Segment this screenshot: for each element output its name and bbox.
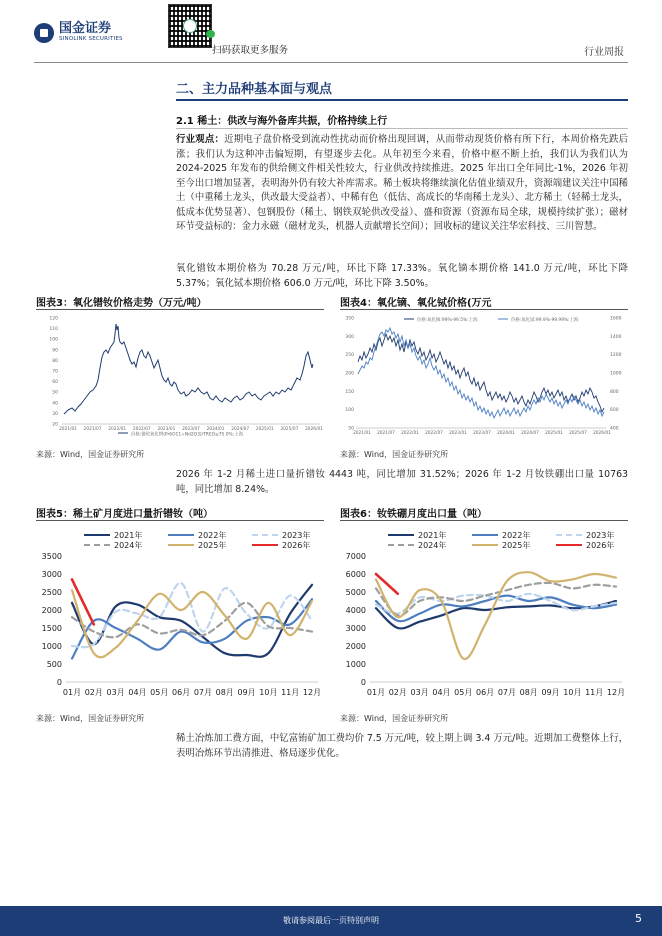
- figure5-x-tick: 05月: [150, 688, 169, 697]
- figure6-x-tick: 03月: [410, 688, 429, 697]
- figure3-y-tick: 50: [52, 390, 58, 396]
- figure4-y-axis-right: [610, 316, 622, 432]
- figure5-y-tick: 2000: [41, 606, 62, 615]
- figure3-price-line: [64, 324, 313, 414]
- figure4-title-rule: [340, 309, 628, 310]
- figure3-source: 来源：Wind，国金证券研究所: [36, 450, 145, 459]
- figure6-series-2025年: [376, 572, 616, 659]
- figure3-y-tick: 120: [49, 316, 58, 322]
- figure6-x-tick: 07月: [497, 688, 517, 697]
- figure3-x-tick: 2022/07: [132, 427, 151, 432]
- page-number: 5: [635, 912, 642, 925]
- figure3-chart: [36, 312, 326, 440]
- figure6-legend-label: 2023年: [586, 531, 615, 540]
- figure4-x-tick: 2025/01: [545, 431, 563, 436]
- figure3-y-tick: 30: [52, 411, 58, 417]
- figure5-y-tick: 3500: [41, 552, 62, 561]
- figure4-y-left-tick: 300: [345, 334, 354, 340]
- figure6-x-tick: 05月: [454, 688, 473, 697]
- figure4-x-tick: 2021/01: [353, 431, 371, 436]
- figure3-x-tick: 2023/07: [182, 427, 200, 432]
- figure6-title-rule: [340, 520, 628, 521]
- figure4-y-right-tick: 600: [610, 408, 619, 414]
- figure6-series-2021年: [376, 601, 616, 628]
- figure4-title: 图表4：氧化镝、氧化铽价格(万元: [340, 298, 492, 309]
- price-paragraph: 氧化镨钕本期价格为 70.28 万元/吨，环比下降 17.33%。氧化镝本期价格 141.0 万元/吨，环比下降 5.37%；氧化铽本期价格 606.0 万元/吨，环比下降 3.50%。: [176, 263, 628, 289]
- figure3-title-rule: [36, 309, 324, 310]
- industry-view-paragraph: [176, 133, 628, 235]
- figure5-x-tick: 04月: [128, 688, 147, 697]
- figure4-x-tick: 2026/01: [593, 431, 611, 436]
- figure4-y-right-tick: 800: [610, 389, 619, 395]
- figure5-x-tick: 12月: [302, 688, 322, 697]
- qr-code-icon[interactable]: [168, 4, 212, 48]
- figure3-x-tick: 2025/01: [255, 427, 274, 432]
- figure4-y-right-tick: 1000: [610, 371, 622, 377]
- figure4-y-left-tick: 100: [345, 408, 354, 414]
- figure4-y-right-tick: 400: [610, 426, 619, 432]
- figure4-y-right-tick: 1400: [610, 334, 622, 340]
- figure5-legend-label: 2025年: [198, 541, 227, 550]
- figure5-y-tick: 1000: [41, 642, 62, 651]
- figure3-x-tick: 2025/07: [280, 427, 299, 432]
- figure6-x-tick: 06月: [475, 688, 495, 697]
- figure3-y-tick: 80: [52, 358, 58, 364]
- figure3-y-tick: 20: [52, 422, 58, 428]
- figure4-legend-dysprosium: 价格:氧化镝:99%-99.5%:上海: [417, 318, 478, 323]
- industry-view-lead: 行业观点：: [176, 134, 225, 145]
- figure5-legend-label: 2024年: [114, 541, 143, 550]
- figure3-x-tick: 2021/07: [83, 427, 102, 432]
- figure6-y-tick: 1000: [345, 660, 366, 669]
- figure4-x-tick: 2022/01: [401, 431, 419, 436]
- figure6-x-tick: 12月: [606, 688, 626, 697]
- figure5-y-tick: 1500: [41, 624, 62, 633]
- figure6-y-tick: 6000: [345, 570, 366, 579]
- page-header: [0, 0, 662, 64]
- figure6-x-tick: 11月: [585, 688, 604, 697]
- figure4-y-left-tick: 150: [345, 389, 354, 395]
- figure5-legend-label: 2022年: [198, 531, 227, 540]
- figure5-x-tick: 11月: [281, 688, 300, 697]
- figure5-legend-label: 2021年: [114, 531, 143, 540]
- figure6-title: 图表6：钕铁硼月度出口量（吨）: [340, 509, 487, 520]
- wechat-icon: [206, 30, 215, 38]
- figure6-x-tick: 08月: [519, 688, 538, 697]
- figure6-x-tick: 10月: [563, 688, 582, 697]
- figure4-x-tick: 2025/07: [569, 431, 587, 436]
- figure6-y-tick: 2000: [345, 642, 366, 651]
- figure4-y-axis-left: [345, 316, 354, 432]
- figure4-x-tick: 2024/07: [521, 431, 539, 436]
- subsection-divider: [176, 128, 628, 129]
- figure3-legend: 价格:镨钕氧化物(Pr6O11+Nd2O3)/TREO≥75.0%:上海: [131, 432, 243, 438]
- footer-disclaimer: 敬请参阅最后一页特别声明: [283, 916, 379, 925]
- figure6-y-tick: 7000: [345, 552, 366, 561]
- import-export-paragraph: 2026 年 1-2 月稀土进口量折镨钕 4443 吨，同比增加 31.52%；2026 年 1-2 月钕铁硼出口量 10763 吨，同比增加 8.24%。: [176, 469, 628, 495]
- processing-fee-paragraph: 稀土冶炼加工费方面，中钇富铕矿加工费均价 7.5 万元/吨，较上期上调 3.4 万元/吨。近期加工费整体上行，表明冶炼环节出清推进、格局逐步优化。: [176, 733, 628, 759]
- figure5-title-rule: [36, 520, 324, 521]
- figure5-x-tick: 07月: [193, 688, 213, 697]
- figure5-legend-label: 2023年: [282, 531, 311, 540]
- document-type: 行业周报: [584, 47, 624, 58]
- figure3-y-tick: 100: [49, 337, 58, 343]
- figure3-x-tick: 2023/01: [157, 427, 176, 432]
- figure4-legend-terbium: 价格:氧化铽:99.9%-99.99%:上海: [511, 318, 579, 323]
- figure4-x-tick: 2021/07: [377, 431, 395, 436]
- figure4-x-tick: 2023/01: [449, 431, 467, 436]
- figure4-y-left-tick: 350: [345, 316, 354, 322]
- figure4-x-tick: 2024/01: [497, 431, 515, 436]
- logo-text-cn: 国金证券: [59, 21, 112, 36]
- figure5-x-tick: 01月: [62, 688, 82, 697]
- figure6-legend-label: 2026年: [586, 541, 615, 550]
- figure5-x-tick: 02月: [84, 688, 103, 697]
- figure4-x-tick: 2022/07: [425, 431, 443, 436]
- figure5-x-tick: 06月: [171, 688, 191, 697]
- figure3-y-tick: 70: [52, 369, 58, 375]
- figure4-x-axis: [353, 430, 611, 436]
- figure3-x-tick: 2024/07: [231, 427, 250, 432]
- figure6-x-tick: 02月: [388, 688, 407, 697]
- figure3-x-tick: 2026/01: [305, 427, 323, 432]
- industry-view-body: 近期电子盘价格受到流动性扰动而价格出现回调，从而带动现货价格有所下行，本周价格先跌后涨；我们认为这种冲击偏短期，有望逐步去化。从年初至今来看，价格中枢不断上抬，我们认为我们认为 2024-2025 年发布的供给侧文件相关性较大，行业供改持续推进。2025 年出口全年同比-1%，2026 年初至今出口增加显著，表明海外仍有较大补库需求。稀土板块将继续演化估值业绩双升，资源端建议关注中国稀土（中重稀土龙头，供改最大受益者）、中稀有色（低估、高成长的华南稀土龙头）、北方稀土（轻稀土龙头，低成本优势显著）、包钢股份（稀土、钢铁双轮供改受益）、盛和资源（资源布局全球，规模持续扩张）；磁材环节受益标的：金力永磁（磁材龙头，机器人贡献增长空间）；回收标的建议关注华宏科技、三川智慧。: [176, 134, 628, 232]
- figure6-source: 来源：Wind，国金证券研究所: [340, 714, 449, 723]
- figure5-x-tick: 10月: [259, 688, 278, 697]
- figure6-legend-label: 2024年: [418, 541, 447, 550]
- figure3-y-tick: 60: [52, 380, 58, 386]
- figure5-source: 来源：Wind，国金证券研究所: [36, 714, 145, 723]
- figure4-dysprosium-line: [358, 334, 604, 412]
- section-divider: [176, 99, 628, 101]
- figure6-x-tick: 04月: [432, 688, 451, 697]
- scan-text: 扫码获取更多服务: [212, 45, 289, 56]
- figure6-y-tick: 3000: [345, 624, 366, 633]
- subsection-title: 2.1 稀土：供改与海外备库共振，价格持续上行: [176, 116, 388, 127]
- figure4-chart: [340, 312, 630, 440]
- figure5-y-tick: 0: [56, 678, 62, 687]
- figure3-y-axis: [49, 316, 58, 428]
- figure4-x-tick: 2023/07: [473, 431, 491, 436]
- figure6-x-tick: 01月: [366, 688, 386, 697]
- logo-icon: [34, 23, 54, 43]
- logo-text-en: SINOLINK SECURITIES: [59, 36, 123, 42]
- figure5-y-tick: 3000: [41, 570, 62, 579]
- figure4-y-left-tick: 200: [345, 371, 354, 377]
- figure5-y-tick: 500: [46, 660, 62, 669]
- figure6-chart: [340, 524, 630, 704]
- figure5-title: 图表5：稀土矿月度进口量折镨钕（吨）: [36, 509, 213, 520]
- figure5-y-tick: 2500: [41, 588, 62, 597]
- section-title: 二、主力品种基本面与观点: [176, 82, 333, 97]
- figure6-x-tick: 09月: [541, 688, 560, 697]
- figure5-x-tick: 09月: [237, 688, 256, 697]
- figure3-title: 图表3：氧化镨钕价格走势（万元/吨）: [36, 298, 207, 309]
- figure4-y-right-tick: 1600: [610, 316, 622, 322]
- figure3-x-tick: 2021/01: [59, 427, 77, 432]
- figure3-y-tick: 40: [52, 401, 58, 407]
- figure3-x-axis: [59, 426, 323, 432]
- figure4-y-left-tick: 50: [348, 426, 354, 432]
- company-logo: [34, 22, 123, 43]
- figure5-x-tick: 08月: [215, 688, 234, 697]
- figure3-x-tick: 2024/01: [206, 427, 225, 432]
- figure6-y-tick: 5000: [345, 588, 366, 597]
- figure4-y-right-tick: 1200: [610, 353, 622, 359]
- figure5-x-tick: 03月: [106, 688, 125, 697]
- figure5-chart: [36, 524, 326, 704]
- figure6-y-tick: 0: [360, 678, 366, 687]
- figure6-legend-label: 2022年: [502, 531, 531, 540]
- figure3-y-tick: 90: [52, 348, 58, 354]
- figure5-legend-label: 2026年: [282, 541, 311, 550]
- figure4-y-left-tick: 250: [345, 353, 354, 359]
- figure3-x-tick: 2022/01: [108, 427, 127, 432]
- figure6-y-tick: 4000: [345, 606, 366, 615]
- figure6-legend-label: 2025年: [502, 541, 531, 550]
- header-divider: [34, 62, 628, 63]
- figure6-legend-label: 2021年: [418, 531, 447, 540]
- figure3-y-tick: 110: [49, 327, 58, 333]
- figure4-source: 来源：Wind，国金证券研究所: [340, 450, 449, 459]
